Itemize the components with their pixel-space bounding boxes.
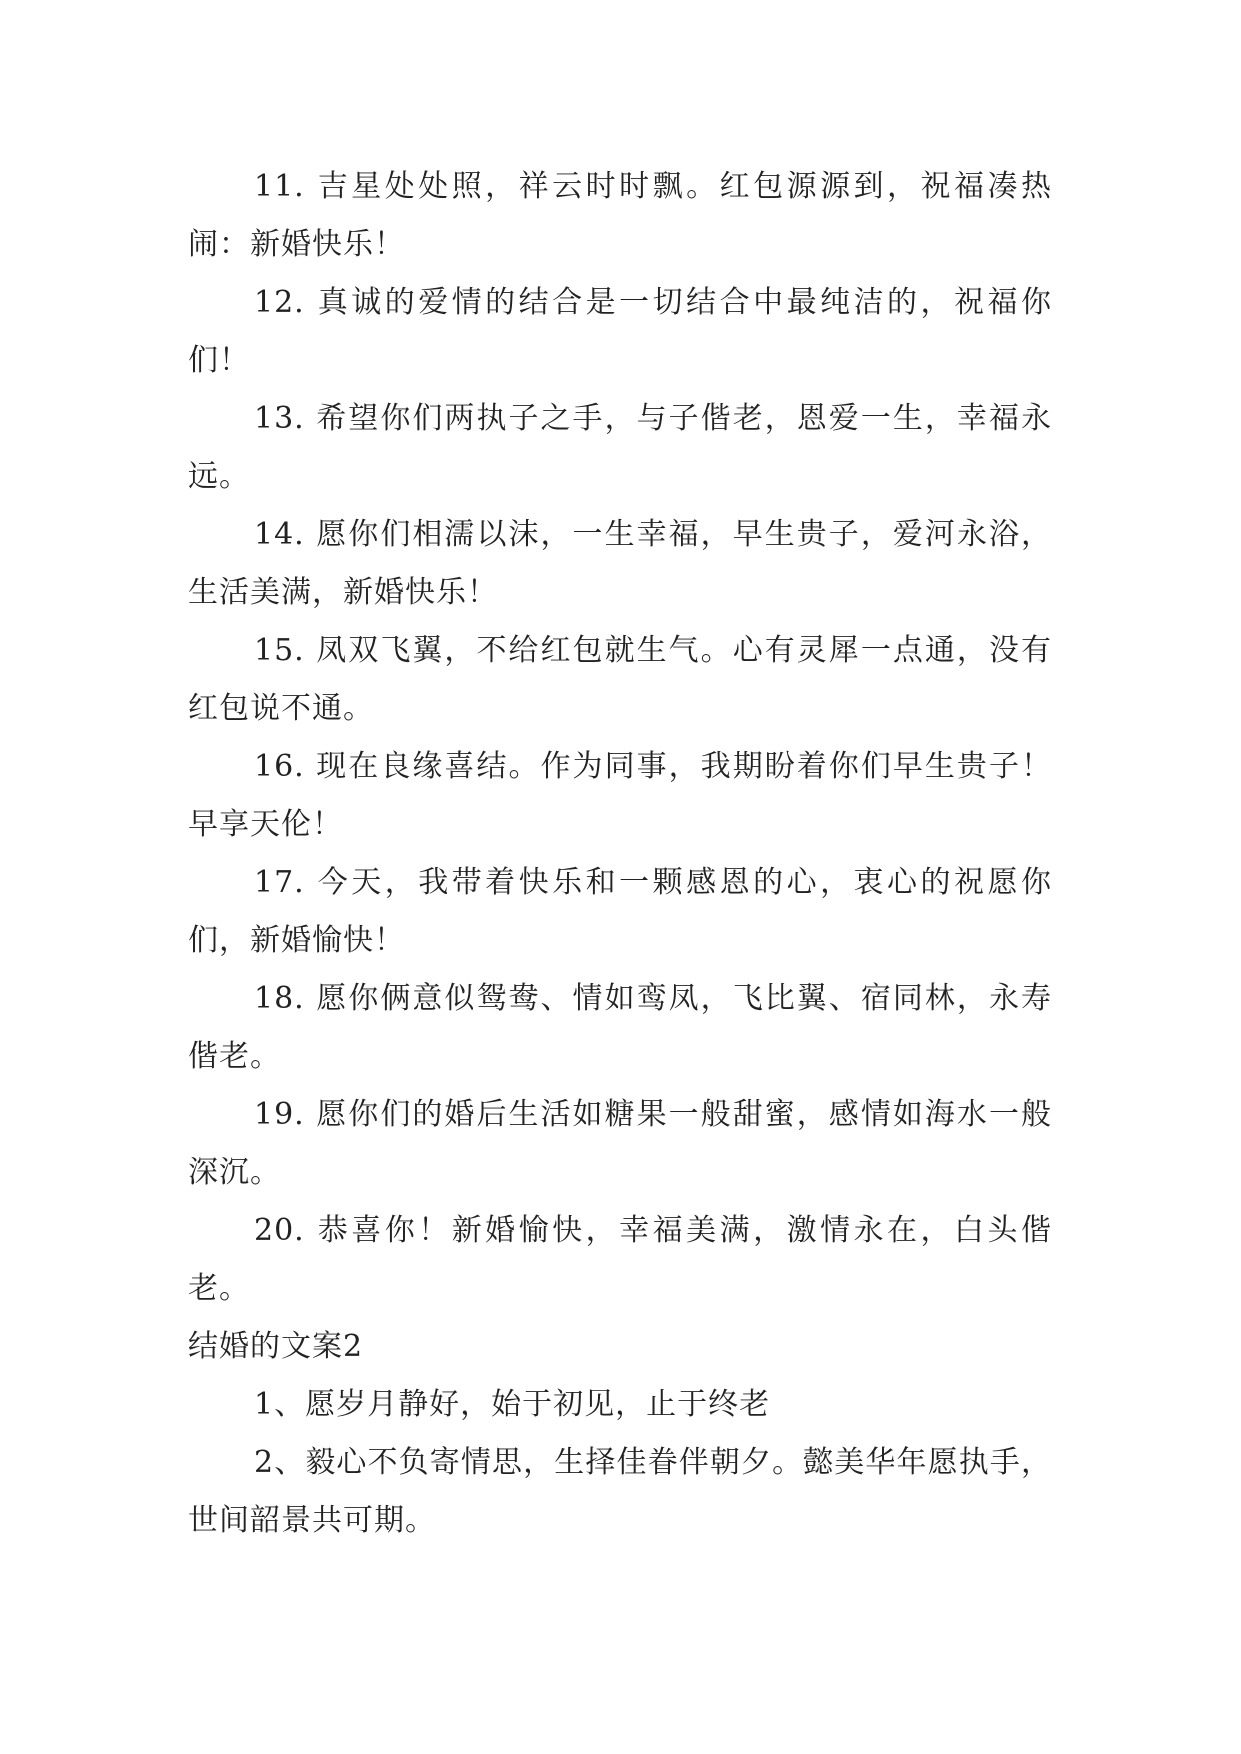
wish-paragraph-14: 14. 愿你们相濡以沫，一生幸福，早生贵子，爱河永浴，生活美满，新婚快乐！ xyxy=(188,517,1052,610)
wish-paragraph-12: 12. 真诚的爱情的结合是一切结合中最纯洁的，祝福你们！ xyxy=(188,285,1052,378)
wish-paragraph-19: 19. 愿你们的婚后生活如糖果一般甜蜜，感情如海水一般深沉。 xyxy=(188,1097,1052,1190)
wish-paragraph-16: 16. 现在良缘喜结。作为同事，我期盼着你们早生贵子！早享天伦！ xyxy=(188,749,1052,842)
wish-paragraph-18: 18. 愿你俩意似鸳鸯、情如鸾凤，飞比翼、宿同林，永寿偕老。 xyxy=(188,981,1052,1074)
wish-paragraph-20: 20. 恭喜你！新婚愉快，幸福美满，激情永在，白头偕老。 xyxy=(188,1213,1052,1306)
wish-paragraph-2-1: 1、愿岁月静好，始于初见，止于终老 xyxy=(254,1387,771,1422)
wish-paragraph-17: 17. 今天，我带着快乐和一颗感恩的心，衷心的祝愿你们，新婚愉快！ xyxy=(188,865,1052,958)
wish-paragraph-2-2: 2、毅心不负寄情思，生择佳眷伴朝夕。懿美华年愿执手，世间韶景共可期。 xyxy=(188,1445,1052,1538)
document-body xyxy=(188,158,1052,1550)
wish-paragraph-15: 15. 凤双飞翼，不给红包就生气。心有灵犀一点通，没有红包说不通。 xyxy=(188,633,1052,726)
wish-paragraph-11: 11. 吉星处处照，祥云时时飘。红包源源到，祝福凑热闹：新婚快乐！ xyxy=(188,169,1052,262)
wish-paragraph-13: 13. 希望你们两执子之手，与子偕老，恩爱一生，幸福永远。 xyxy=(188,401,1052,494)
section-heading: 结婚的文案2 xyxy=(188,1329,364,1364)
